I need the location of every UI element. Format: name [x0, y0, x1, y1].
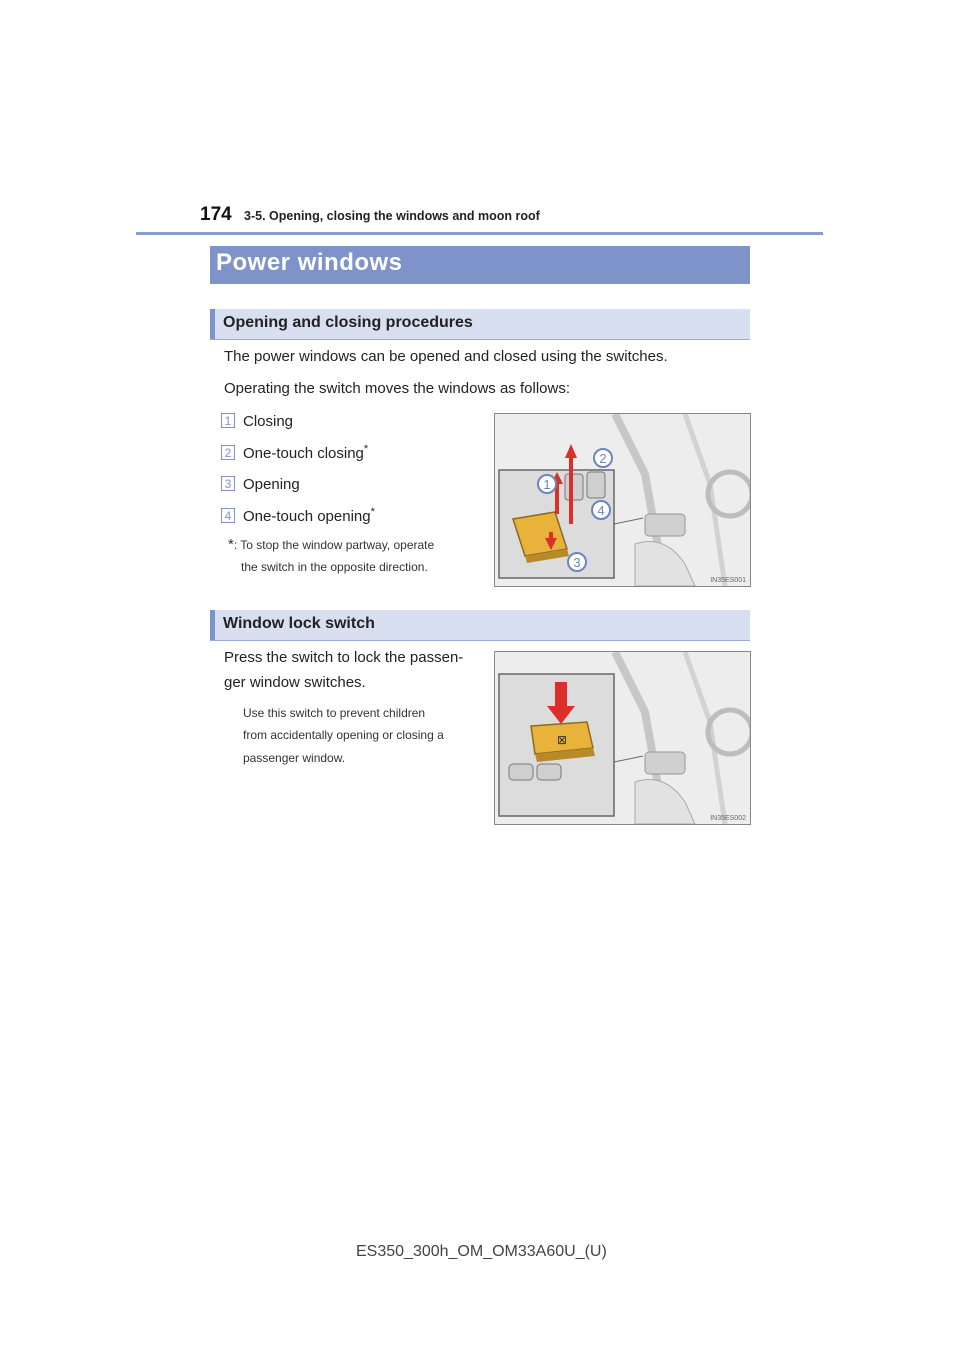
step-label-one-touch-opening	[243, 506, 375, 525]
lock-note-line-2: from accidentally opening or closing a	[243, 728, 444, 742]
figure-code: IN35ES001	[710, 577, 746, 584]
step-number-3: 3	[221, 476, 235, 491]
intro-paragraph-2: Operating the switch moves the windows as follows:	[224, 380, 570, 397]
step-label-closing	[243, 411, 293, 430]
power-window-switch-figure	[494, 413, 751, 587]
step-star: *	[363, 443, 369, 455]
section-heading-opening-closing: Opening and closing procedures	[223, 314, 473, 331]
step-star: *	[370, 506, 375, 518]
step-label-one-touch-closing	[243, 443, 368, 462]
step-text: One-touch opening	[243, 508, 371, 525]
window-lock-switch-illustration	[495, 652, 750, 824]
document-code-footer: ES350_300h_OM_OM33A60U_(U)	[356, 1243, 607, 1260]
section-breadcrumb: 3-5. Opening, closing the windows and moon roof	[244, 209, 540, 223]
lock-paragraph-line-2: ger window switches.	[224, 674, 366, 691]
footnote-line-2: the switch in the opposite direction.	[241, 560, 428, 574]
page-number: 174	[200, 204, 232, 225]
section-heading-accent	[210, 309, 215, 339]
window-lock-switch-figure	[494, 651, 751, 825]
step-number-1: 1	[221, 413, 235, 428]
lock-paragraph-line-1: Press the switch to lock the passen-	[224, 649, 464, 666]
svg-text:⊠: ⊠	[556, 733, 568, 747]
intro-paragraph-1: The power windows can be opened and closed using the switches.	[224, 348, 668, 365]
lock-note-line-1: Use this switch to prevent children	[243, 706, 426, 720]
section-heading-accent	[210, 610, 215, 640]
lock-note-line-3: passenger window.	[243, 751, 346, 765]
footnote-marker: *	[228, 536, 234, 553]
figure-code: IN35ES002	[710, 815, 746, 822]
page-title: Power windows	[216, 249, 403, 276]
step-number-2: 2	[221, 445, 235, 460]
callout-1: 1	[543, 477, 551, 492]
step-text: Opening	[243, 476, 300, 493]
footnote	[228, 534, 480, 556]
step-number-4: 4	[221, 508, 235, 523]
power-window-switch-illustration	[495, 414, 750, 586]
step-text: One-touch closing	[243, 445, 364, 462]
callout-2: 2	[599, 451, 607, 466]
step-text: Closing	[243, 413, 294, 430]
callout-4: 4	[597, 503, 605, 518]
header-divider	[136, 232, 823, 235]
section-heading-window-lock: Window lock switch	[223, 615, 375, 632]
callout-3: 3	[573, 555, 581, 570]
footnote-line-1: : To stop the window partway, operate	[233, 538, 435, 552]
step-label-opening	[243, 474, 300, 493]
